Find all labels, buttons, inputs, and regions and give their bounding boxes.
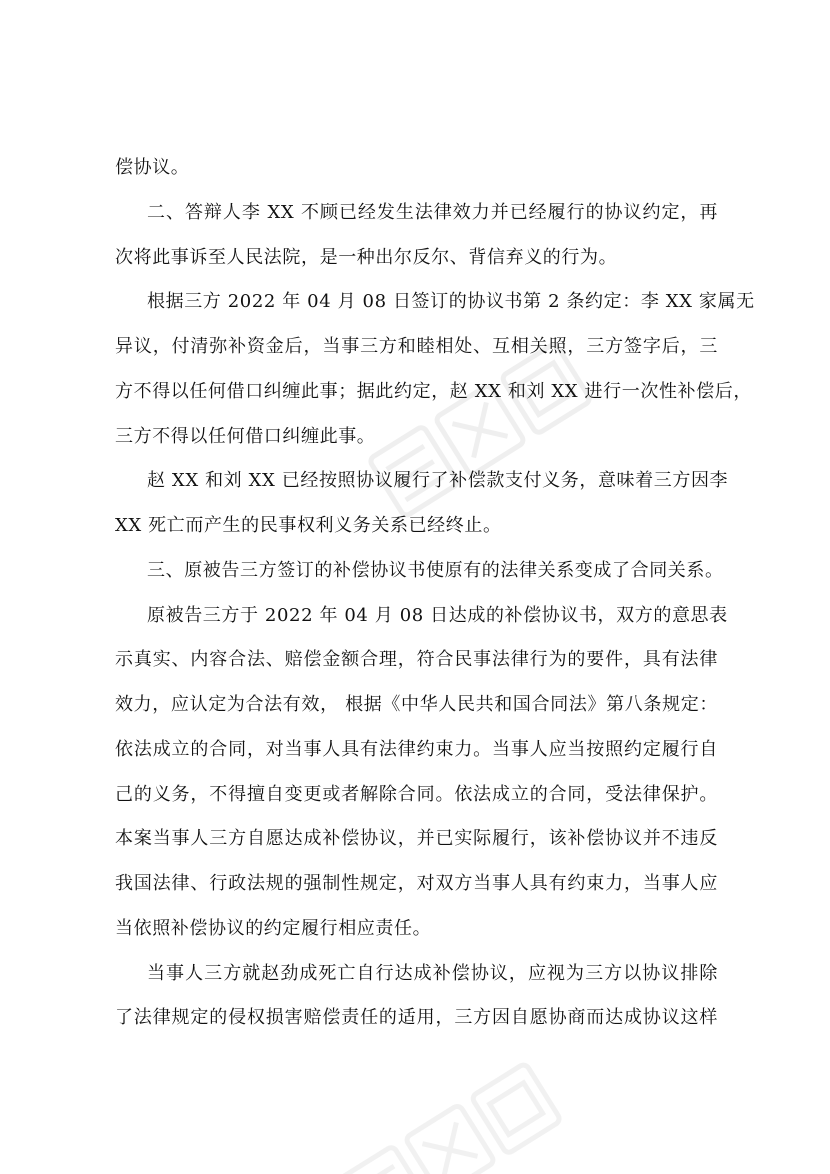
text-line: 了法律规定的侵权损害赔偿责任的适用，三方因自愿协商而达成协议这样 xyxy=(115,1007,718,1029)
text-line: 偿协议。 xyxy=(115,157,190,178)
text-line: 本案当事人三方自愿达成补偿协议，并已实际履行，该补偿协议并不违反 xyxy=(115,828,718,850)
text-line: 示真实、内容合法、赔偿金额合理，符合民事法律行为的要件，具有法律 xyxy=(115,649,718,671)
text-line: 我国法律、行政法规的强制性规定，对双方当事人具有约束力，当事人应 xyxy=(115,873,718,894)
paragraph-point-two xyxy=(115,191,718,281)
text-line: 依法成立的合同，对当事人具有法律约束力。当事人应当按照约定履行自 xyxy=(115,738,718,760)
text-line: 方不得以任何借口纠缠此事；据此约定，赵 XX 和刘 XX 进行一次性补偿后， xyxy=(115,380,752,402)
text-line: 赵 XX 和刘 XX 已经按照协议履行了补偿款支付义务，意味着三方因李 xyxy=(147,470,729,492)
paragraph-point-three xyxy=(115,549,724,594)
paragraph-exclusion-of-liability xyxy=(115,952,718,1042)
body-text xyxy=(115,146,755,1041)
text-line: 根据三方 2022 年 04 月 08 日签订的协议书第 2 条约定：李 XX 家属无 xyxy=(147,291,755,313)
text-line: 当依照补偿协议的约定履行相应责任。 xyxy=(115,917,432,939)
watermark-mark-bottom xyxy=(339,1063,562,1174)
paragraph-payment-fulfilled xyxy=(115,459,729,549)
text-line: 效力，应认定为合法有效， 根据《中华人民共和国合同法》第八条规定： xyxy=(115,694,718,715)
paragraph-contract-validity xyxy=(115,594,728,952)
paragraph-agreement-terms xyxy=(115,280,755,459)
text-line: 二、答辩人李 XX 不顾已经发生法律效力并已经履行的协议约定，再 xyxy=(147,201,718,223)
text-line: 异议，付清弥补资金后，当事三方和睦相处、互相关照，三方签字后，三 xyxy=(115,336,718,357)
text-line: XX 死亡而产生的民事权利义务关系已经终止。 xyxy=(115,515,502,536)
text-line: 次将此事诉至人民法院，是一种出尔反尔、背信弃义的行为。 xyxy=(115,246,618,268)
text-line: 己的义务，不得擅自变更或者解除合同。依法成立的合同，受法律保护。 xyxy=(115,783,718,805)
text-line: 原被告三方于 2022 年 04 月 08 日达成的补偿协议书，双方的意思表 xyxy=(147,604,728,626)
text-line: 当事人三方就赵劲成死亡自行达成补偿协议，应视为三方以协议排除 xyxy=(147,962,718,984)
text-line: 三、原被告三方签订的补偿协议书使原有的法律关系变成了合同关系。 xyxy=(147,559,724,581)
paragraph-continuation xyxy=(115,146,718,191)
text-line: 三方不得以任何借口纠缠此事。 xyxy=(115,425,376,447)
